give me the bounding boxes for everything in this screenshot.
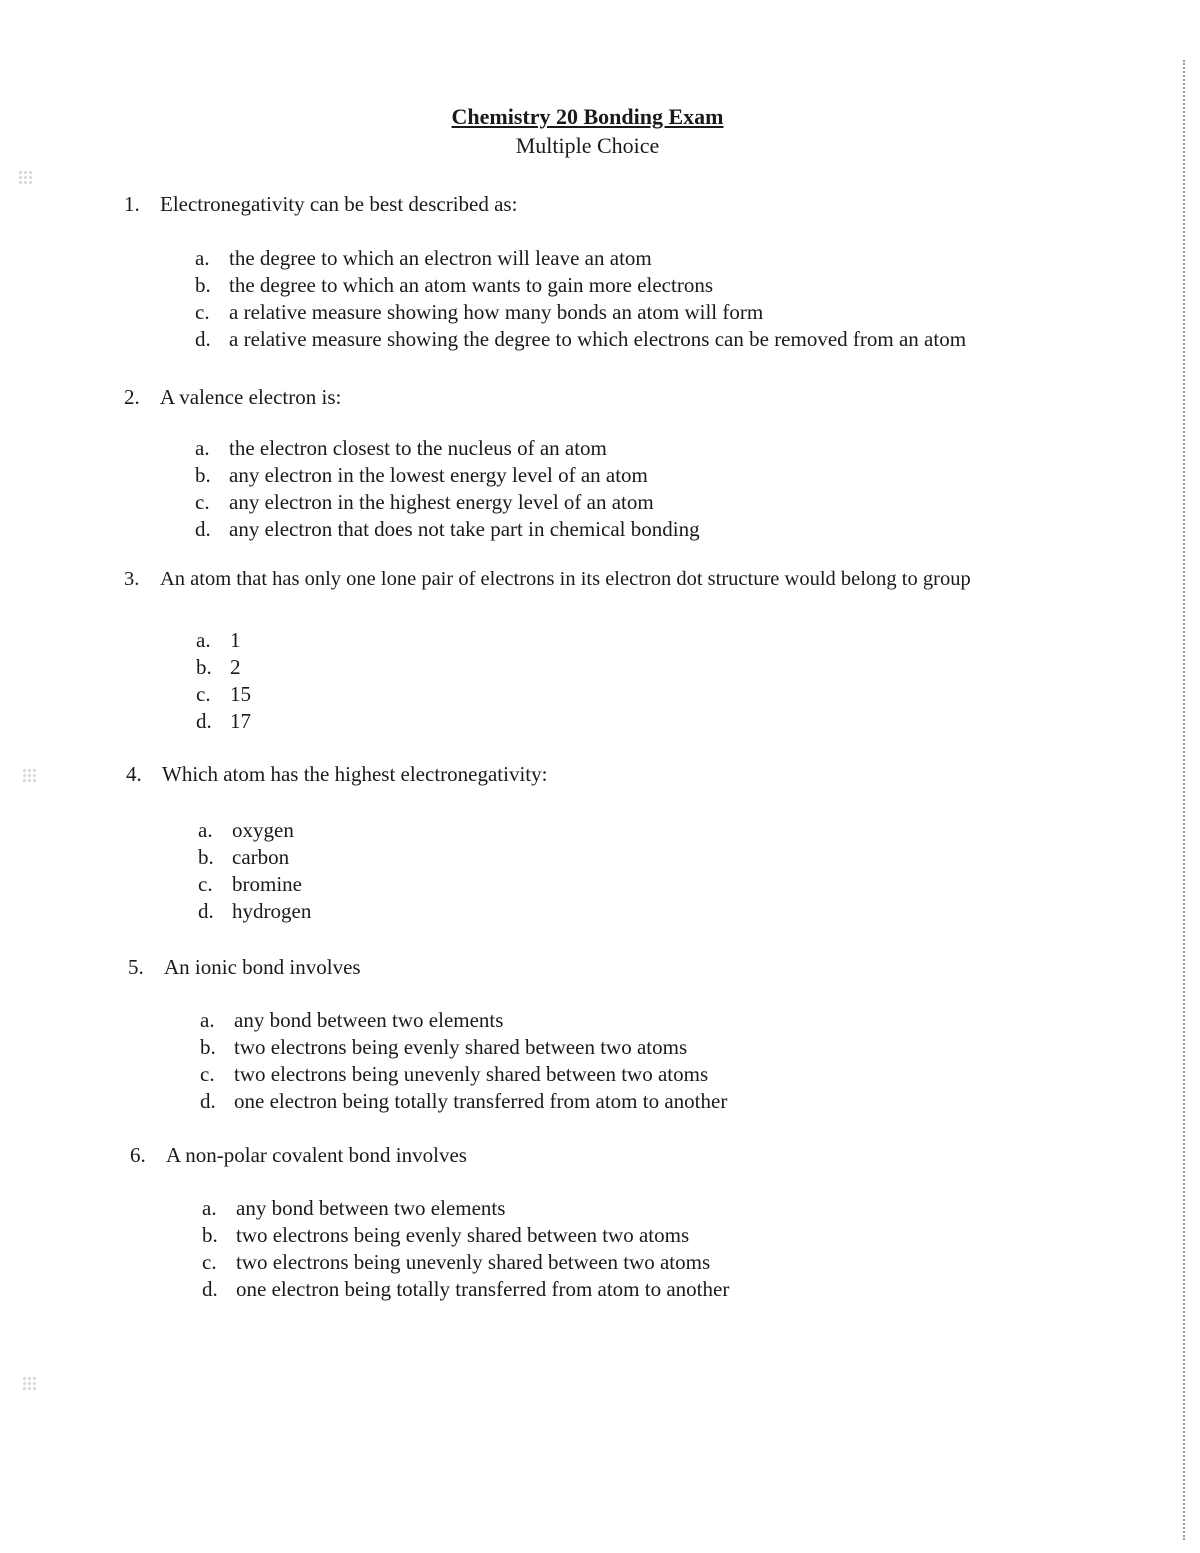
option-letter: b.: [202, 1223, 218, 1247]
option-1d: [195, 327, 966, 352]
question-number: 4.: [126, 762, 142, 786]
option-text: any electron in the lowest energy level of an atom: [229, 463, 648, 487]
option-2a: [195, 436, 607, 461]
option-1b: [195, 273, 713, 298]
question-text: A valence electron is:: [160, 385, 342, 409]
option-letter: a.: [202, 1196, 217, 1220]
question-number: 2.: [124, 385, 140, 409]
option-6d: [202, 1277, 729, 1302]
option-text: two electrons being unevenly shared between two atoms: [236, 1250, 711, 1274]
option-3c: [196, 682, 251, 707]
option-1a: [195, 246, 652, 271]
option-6c: [202, 1250, 710, 1275]
question-text: An atom that has only one lone pair of electrons in its electron dot structure would belong to group: [160, 568, 971, 590]
option-letter: b.: [200, 1035, 216, 1059]
option-letter: b.: [195, 463, 211, 487]
option-letter: a.: [195, 436, 210, 460]
option-letter: d.: [195, 517, 211, 541]
option-text: carbon: [232, 845, 290, 869]
option-4c: [198, 872, 302, 897]
option-letter: c.: [202, 1250, 217, 1274]
option-4d: [198, 899, 311, 924]
option-text: any electron in the highest energy level of an atom: [229, 490, 654, 514]
option-6a: [202, 1196, 505, 1221]
option-letter: c.: [200, 1062, 215, 1086]
option-3a: [196, 628, 241, 653]
option-letter: d.: [196, 709, 212, 733]
option-letter: c.: [196, 682, 211, 706]
option-letter: b.: [196, 655, 212, 679]
option-text: one electron being totally transferred from atom to another: [234, 1089, 728, 1113]
option-text: the degree to which an atom wants to gain more electrons: [229, 273, 714, 297]
option-text: oxygen: [232, 818, 294, 842]
question-number: 3.: [124, 568, 140, 590]
option-2b: [195, 463, 648, 488]
option-text: any electron that does not take part in chemical bonding: [229, 517, 700, 541]
option-text: two electrons being evenly shared between two atoms: [234, 1035, 688, 1059]
option-4b: [198, 845, 289, 870]
question-number: 6.: [130, 1143, 146, 1167]
option-letter: c.: [198, 872, 213, 896]
option-letter: a.: [198, 818, 213, 842]
exam-subtitle: Multiple Choice: [515, 133, 660, 158]
option-5c: [200, 1062, 708, 1087]
option-6b: [202, 1223, 689, 1248]
question-text: An ionic bond involves: [164, 955, 361, 979]
question-number: 1.: [124, 192, 140, 216]
option-text: 15: [230, 682, 251, 706]
question-text: Which atom has the highest electronegativity:: [162, 762, 548, 786]
question-text: A non-polar covalent bond involves: [166, 1143, 467, 1167]
question-4: [126, 762, 547, 787]
option-text: two electrons being unevenly shared between two atoms: [234, 1062, 709, 1086]
option-3d: [196, 709, 251, 734]
option-5a: [200, 1008, 503, 1033]
scan-speck: [22, 768, 36, 782]
option-letter: c.: [195, 300, 210, 324]
option-letter: b.: [198, 845, 214, 869]
scan-speck: [22, 1376, 36, 1390]
option-letter: d.: [200, 1089, 216, 1113]
option-text: any bond between two elements: [236, 1196, 506, 1220]
option-2d: [195, 517, 700, 542]
option-text: a relative measure showing the degree to which electrons can be removed from an atom: [229, 327, 967, 351]
option-2c: [195, 490, 654, 515]
option-5d: [200, 1089, 727, 1114]
option-5b: [200, 1035, 687, 1060]
option-1c: [195, 300, 763, 325]
option-text: a relative measure showing how many bonds an atom will form: [229, 300, 764, 324]
option-letter: a.: [200, 1008, 215, 1032]
question-6: [130, 1143, 467, 1168]
question-3: [124, 568, 971, 591]
option-text: the degree to which an electron will leave an atom: [229, 246, 652, 270]
option-text: hydrogen: [232, 899, 312, 923]
option-letter: a.: [195, 246, 210, 270]
scan-margin-line: [1183, 60, 1185, 1540]
option-text: two electrons being evenly shared between two atoms: [236, 1223, 690, 1247]
option-4a: [198, 818, 294, 843]
option-letter: d.: [202, 1277, 218, 1301]
option-letter: c.: [195, 490, 210, 514]
option-text: one electron being totally transferred from atom to another: [236, 1277, 730, 1301]
question-5: [128, 955, 361, 980]
option-text: the electron closest to the nucleus of an atom: [229, 436, 607, 460]
question-1: [124, 192, 517, 217]
scan-speck: [18, 170, 32, 184]
question-2: [124, 385, 341, 410]
option-3b: [196, 655, 241, 680]
option-text: 17: [230, 709, 251, 733]
question-number: 5.: [128, 955, 144, 979]
option-text: any bond between two elements: [234, 1008, 504, 1032]
option-letter: d.: [195, 327, 211, 351]
option-letter: b.: [195, 273, 211, 297]
exam-title: Chemistry 20 Bonding Exam: [451, 104, 724, 129]
option-letter: d.: [198, 899, 214, 923]
option-text: 1: [230, 628, 241, 652]
option-text: 2: [230, 655, 241, 679]
option-letter: a.: [196, 628, 211, 652]
option-text: bromine: [232, 872, 302, 896]
question-text: Electronegativity can be best described as:: [160, 192, 518, 216]
